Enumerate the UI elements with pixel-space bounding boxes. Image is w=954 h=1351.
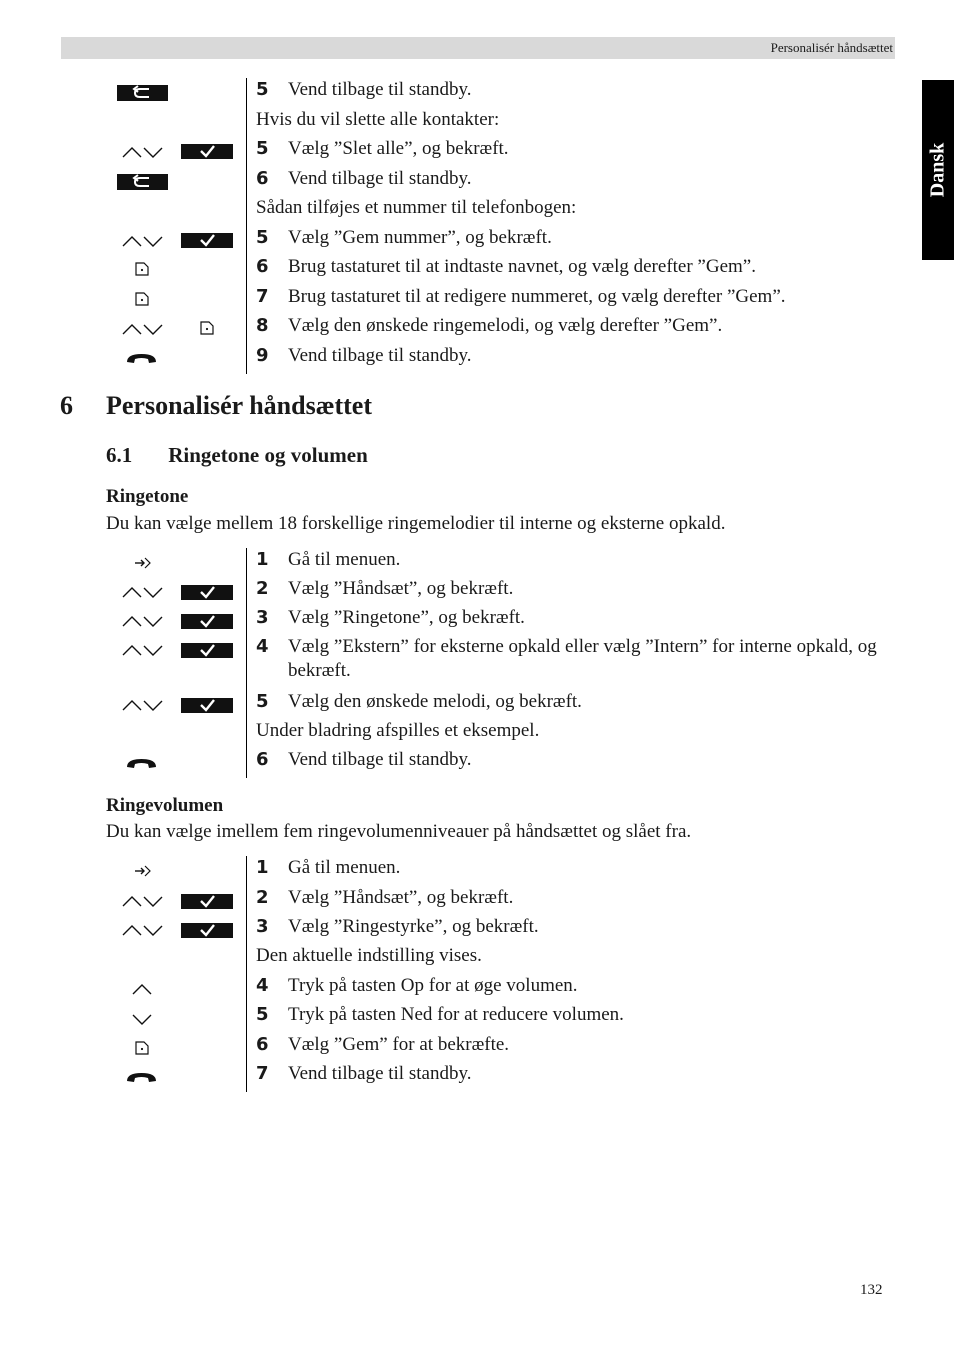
hang-up-icon (125, 1071, 158, 1089)
subsection-number: 6.1 (106, 443, 133, 467)
step-text: Brug tastaturet til at redigere nummeret, og vælg derefter ”Gem”. (288, 286, 786, 307)
step-number: 6 (256, 749, 269, 770)
step-number: 9 (256, 345, 269, 366)
step-text: Vælg ”Håndsæt”, og bekræft. (288, 887, 514, 908)
step-row (0, 196, 954, 225)
step-row (0, 886, 954, 915)
step-row (0, 226, 954, 255)
step-row (0, 856, 954, 885)
step-number: 1 (256, 857, 269, 878)
up-down-icon (122, 643, 164, 661)
up-down-icon (122, 585, 164, 603)
running-header (61, 37, 895, 59)
ringetone-intro: Du kan vælge mellem 18 forskellige ringemelodier til interne og eksterne opkald. (106, 513, 726, 534)
step-text: Brug tastaturet til at indtaste navnet, og vælg derefter ”Gem”. (288, 256, 756, 277)
ringetone-heading: Ringetone (106, 486, 189, 507)
ok-button-icon (181, 894, 233, 909)
step-number: 5 (256, 691, 269, 712)
step-row (0, 719, 954, 748)
language-tab-label: Dansk (926, 142, 949, 198)
step-row (0, 137, 954, 166)
step-text: Tryk på tasten Op for at øge volumen. (288, 975, 578, 996)
up-down-icon (122, 894, 164, 912)
step-row (0, 915, 954, 944)
step-number: 4 (256, 975, 269, 996)
step-text: Gå til menuen. (288, 857, 401, 878)
step-number: 3 (256, 607, 269, 628)
step-row (0, 108, 954, 137)
up-down-icon (122, 923, 164, 941)
step-number: 5 (256, 79, 269, 100)
down-icon (132, 1012, 152, 1030)
step-text: Vælg ”Gem nummer”, og bekræft. (288, 227, 552, 248)
step-text: Vend tilbage til standby. (288, 749, 472, 770)
step-row (0, 606, 954, 635)
step-row (0, 1062, 954, 1091)
step-text: Vend tilbage til standby. (288, 79, 472, 100)
page-number: 132 (860, 1282, 883, 1298)
section-number: 6 (60, 391, 73, 420)
step-number: 4 (256, 636, 269, 657)
step-number: 3 (256, 916, 269, 937)
back-button-icon (117, 85, 168, 101)
step-number: 8 (256, 315, 269, 336)
back-button-icon (117, 174, 168, 190)
step-row (0, 285, 954, 314)
step-number: 7 (256, 1063, 269, 1084)
step-number: 5 (256, 227, 269, 248)
subsection-title: Ringetone og volumen (168, 443, 368, 467)
step-text: Vælg ”Ringestyrke”, og bekræft. (288, 916, 539, 937)
step-row (0, 78, 954, 107)
step-text: Vælg ”Håndsæt”, og bekræft. (288, 578, 514, 599)
step-note: Hvis du vil slette alle kontakter: (256, 109, 500, 130)
step-row (0, 548, 954, 577)
step-row (0, 344, 954, 373)
up-down-icon (122, 234, 164, 252)
step-row (0, 635, 954, 691)
step-row (0, 577, 954, 606)
step-number: 5 (256, 138, 269, 159)
up-down-icon (122, 322, 164, 340)
step-text: Gå til menuen. (288, 549, 401, 570)
up-down-icon (122, 698, 164, 716)
softkey-icon (135, 262, 149, 281)
step-row (0, 690, 954, 719)
menu-icon (134, 864, 152, 883)
step-text: Tryk på tasten Ned for at reducere volumen. (288, 1004, 624, 1025)
up-down-icon (122, 614, 164, 632)
step-row (0, 167, 954, 196)
hang-up-icon (125, 352, 158, 370)
ok-button-icon (181, 585, 233, 600)
ok-button-icon (181, 698, 233, 713)
step-number: 7 (256, 286, 269, 307)
up-down-icon (122, 145, 164, 163)
ok-button-icon (181, 643, 233, 658)
step-number: 5 (256, 1004, 269, 1025)
step-note: Sådan tilføjes et nummer til telefonbogen: (256, 197, 577, 218)
step-text: Vælg den ønskede ringemelodi, og vælg derefter ”Gem”. (288, 315, 723, 336)
step-number: 6 (256, 1034, 269, 1055)
step-text: Vælg ”Slet alle”, og bekræft. (288, 138, 509, 159)
step-text: Vend tilbage til standby. (288, 1063, 472, 1084)
up-icon (132, 982, 152, 1000)
step-number: 6 (256, 168, 269, 189)
step-row (0, 314, 954, 343)
ok-button-icon (181, 614, 233, 629)
step-row (0, 974, 954, 1003)
section-title: Personalisér håndsættet (106, 391, 373, 420)
step-number: 6 (256, 256, 269, 277)
hang-up-icon (125, 757, 158, 775)
step-number: 2 (256, 578, 269, 599)
step-note: Den aktuelle indstilling vises. (256, 945, 482, 966)
step-row (0, 748, 954, 777)
step-row (0, 1033, 954, 1062)
menu-icon (134, 556, 152, 575)
step-number: 2 (256, 887, 269, 908)
ringevolumen-heading: Ringevolumen (106, 795, 224, 816)
step-number: 1 (256, 549, 269, 570)
softkey-icon (135, 1041, 149, 1060)
softkey-icon (200, 321, 214, 340)
step-text: Vælg ”Ringetone”, og bekræft. (288, 607, 525, 628)
step-text: Vælg den ønskede melodi, og bekræft. (288, 691, 582, 712)
running-title: Personalisér håndsættet (770, 40, 893, 55)
step-text: Vælg ”Gem” for at bekræfte. (288, 1034, 510, 1055)
step-text: Vælg ”Ekstern” for eksterne opkald eller vælg ”Intern” for interne opkald, og bekræft. (288, 636, 877, 681)
ok-button-icon (181, 233, 233, 248)
ringevolumen-intro: Du kan vælge imellem fem ringevolumenniveauer på håndsættet og slået fra. (106, 821, 692, 842)
ok-button-icon (181, 144, 233, 159)
step-row (0, 944, 954, 973)
step-row (0, 1003, 954, 1032)
ok-button-icon (181, 923, 233, 938)
softkey-icon (135, 292, 149, 311)
step-text: Vend tilbage til standby. (288, 168, 472, 189)
step-row (0, 255, 954, 284)
subsection-heading (106, 443, 368, 468)
step-note: Under bladring afspilles et eksempel. (256, 720, 540, 741)
step-text: Vend tilbage til standby. (288, 345, 472, 366)
